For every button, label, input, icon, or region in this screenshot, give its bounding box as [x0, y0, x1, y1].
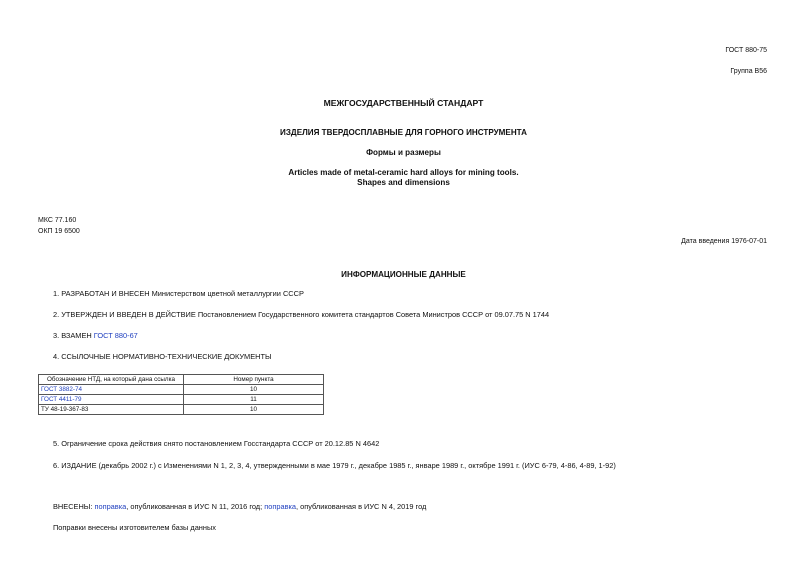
document-title: ИЗДЕЛИЯ ТВЕРДОСПЛАВНЫЕ ДЛЯ ГОРНОГО ИНСТРУМЕНТА [280, 128, 527, 137]
gost-880-67-link[interactable]: ГОСТ 880-67 [93, 331, 138, 340]
table-cell-item: 10 [184, 385, 324, 395]
gost-number: ГОСТ 880-75 [725, 47, 767, 54]
amendments-note: Поправки внесены изготовителем базы данных [53, 523, 216, 532]
info-item-4: 4. ССЫЛОЧНЫЕ НОРМАТИВНО-ТЕХНИЧЕСКИЕ ДОКУМЕНТЫ [53, 352, 272, 361]
table-header-doc: Обозначение НТД, на который дана ссылка [39, 375, 184, 385]
gost-3882-74-link[interactable]: ГОСТ 3882-74 [41, 386, 82, 393]
table-row [39, 385, 324, 395]
info-heading: ИНФОРМАЦИОННЫЕ ДАННЫЕ [341, 270, 466, 279]
info-item-3-text: 3. ВЗАМЕН [53, 331, 94, 340]
amendment-2019-text: , опубликованная в ИУС N 4, 2019 год [296, 502, 427, 511]
mks-code: МКС 77.160 [38, 217, 77, 224]
intro-date: Дата введения 1976-07-01 [681, 238, 767, 245]
english-title-line2: Shapes and dimensions [357, 178, 450, 187]
gost-4411-79-link[interactable]: ГОСТ 4411-79 [41, 396, 82, 403]
table-header-row [39, 375, 324, 385]
table-row [39, 395, 324, 405]
info-item-2: 2. УТВЕРЖДЕН И ВВЕДЕН В ДЕЙСТВИЕ Постановлением Государственного комитета стандартов Совета Министров СССР от 09.07.75 N 1744 [53, 310, 550, 319]
info-item-6: 6. ИЗДАНИЕ (декабрь 2002 г.) с Изменениями N 1, 2, 3, 4, утвержденными в мае 1979 г., декабре 1985 г., январе 1989 г., октябре 1991 г. (ИУС 6-79, 4-86, 4-89, 1-92) [53, 461, 616, 470]
standard-kind: МЕЖГОСУДАРСТВЕННЫЙ СТАНДАРТ [323, 98, 484, 108]
english-title-line1: Articles made of metal-ceramic hard alloys for mining tools. [288, 168, 519, 177]
group-code: Группа В56 [730, 68, 767, 75]
table-cell-doc [39, 385, 184, 395]
amendments-prefix: ВНЕСЕНЫ: [53, 502, 95, 511]
table-cell-doc [39, 395, 184, 405]
info-item-1: 1. РАЗРАБОТАН И ВНЕСЕН Министерством цветной металлургии СССР [53, 289, 304, 298]
info-item-5: 5. Ограничение срока действия снято постановлением Госстандарта СССР от 20.12.85 N 4642 [53, 439, 380, 448]
amendment-2016-text: , опубликованная в ИУС N 11, 2016 год; [126, 502, 265, 511]
okp-code: ОКП 19 6500 [38, 228, 80, 235]
table-cell-item: 10 [184, 405, 324, 415]
info-item-3 [53, 331, 138, 340]
amendment-2019-link[interactable]: поправка [264, 502, 297, 511]
table-cell-item: 11 [184, 395, 324, 405]
table-header-item: Номер пункта [184, 375, 324, 385]
document-subtitle: Формы и размеры [366, 148, 441, 157]
amendments-line [53, 502, 426, 511]
table-cell-doc: ТУ 48-19-367-83 [39, 405, 184, 415]
references-table [38, 374, 324, 415]
amendment-2016-link[interactable]: поправка [94, 502, 127, 511]
table-row [39, 405, 324, 415]
